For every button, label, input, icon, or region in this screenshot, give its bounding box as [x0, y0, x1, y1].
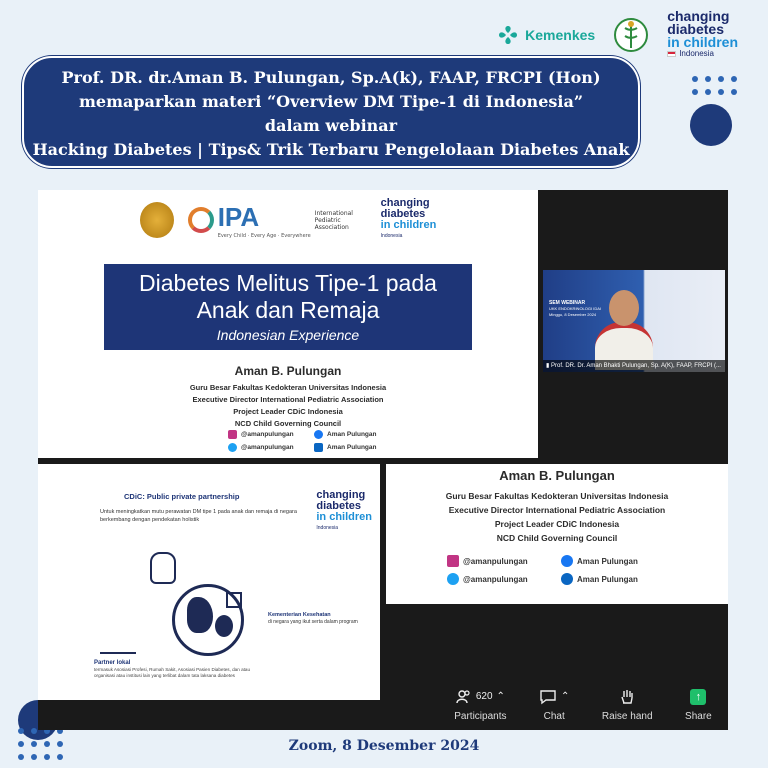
slide2-kemenkes-desc: di negara yang ikut serta dalam program: [268, 619, 358, 625]
slide1-cdic-line3: in children: [380, 219, 437, 231]
kemenkes-icon: [497, 24, 519, 46]
social-handle: Aman Pulungan: [327, 431, 377, 438]
chevron-up-icon[interactable]: ⌃: [561, 691, 570, 702]
social-twitter: [447, 573, 557, 585]
slide1-logos: [38, 198, 538, 242]
banner-line-4: Hacking Diabetes | Tips& Trik Terbaru Pengelolaan Diabetes Anak: [32, 140, 630, 159]
virtual-background-text: [549, 300, 601, 318]
slide1-role: Guru Besar Fakultas Kedokteran Universitas Indonesia: [189, 383, 387, 392]
slide2-cdic-line1: changing: [316, 489, 366, 501]
social-handle: @amanpulungan: [463, 556, 528, 566]
banner-line-3: dalam webinar: [264, 116, 398, 135]
slide3-socials: [447, 555, 667, 585]
slide1-title-box: [104, 264, 472, 350]
participant-avatar: [595, 286, 653, 366]
raise-hand-label: Raise hand: [601, 710, 653, 722]
facebook-icon: [561, 555, 573, 567]
raise-hand-icon: [619, 689, 635, 705]
slide1-title-line2: Anak dan Remaja: [196, 297, 380, 323]
slide3-role: Executive Director International Pediatric Association: [448, 505, 666, 515]
shared-slide-partnership: [38, 464, 380, 700]
social-handle: @amanpulungan: [241, 431, 294, 438]
indonesia-flag-icon: [667, 51, 676, 57]
slide1-title-line1: Diabetes Melitus Tipe-1 pada: [139, 270, 437, 296]
ipa-ring-icon: [188, 207, 214, 233]
slide1-cdic-logo: [381, 198, 437, 242]
slide1-presenter-name: Aman B. Pulungan: [234, 364, 342, 378]
slide1-cdic-line1: changing: [380, 197, 430, 209]
social-handle: @amanpulungan: [241, 444, 294, 451]
social-twitter: [228, 443, 308, 452]
decor-dots-top: [692, 76, 737, 95]
decor-circle-top: [690, 104, 732, 146]
signal-icon: ▮: [546, 363, 550, 369]
share-button[interactable]: [685, 689, 712, 722]
vbg-line1: SEM WEBINAR: [549, 300, 586, 306]
social-facebook: [314, 430, 394, 439]
cdic-line2: diabetes: [667, 21, 725, 37]
twitter-icon: [447, 573, 459, 585]
social-linkedin: [561, 573, 661, 585]
slide3-role: Project Leader CDiC Indonesia: [494, 519, 620, 529]
chat-icon: [539, 689, 557, 705]
slide3-role: Guru Besar Fakultas Kedokteran Universitas Indonesia: [445, 491, 669, 501]
raise-hand-button[interactable]: [602, 689, 653, 722]
participants-icon: [456, 689, 472, 705]
slide2-kemenkes-title: Kementerian Kesehatan: [268, 612, 331, 618]
twitter-icon: [228, 443, 237, 452]
ipa-tagline: Every Child · Every Age · Everywhere: [217, 232, 311, 239]
vbg-line2: UKK ENDOKRINOLOGI IDAI: [549, 306, 602, 311]
participant-video-tile[interactable]: [543, 270, 725, 372]
chat-button[interactable]: [539, 689, 569, 722]
slide1-socials: [228, 430, 394, 452]
slide1-cdic-country: Indonesia: [380, 233, 403, 239]
slide1-role: Project Leader CDiC Indonesia: [233, 407, 343, 416]
participants-count: 620: [475, 691, 493, 702]
social-handle: Aman Pulungan: [327, 444, 377, 451]
building-icon: [226, 592, 242, 608]
banner-line-2: memaparkan materi “Overview DM Tipe-1 di Indonesia”: [78, 92, 584, 111]
vbg-line3: Minggu, 8 Desember 2024: [549, 312, 597, 317]
social-handle: @amanpulungan: [463, 574, 528, 584]
title-banner: [22, 56, 640, 168]
participant-head: [609, 290, 639, 326]
slide2-partner-desc: termasuk Asosiasi Profesi, Rumah Sakit, Asosiasi Pasien Diabetes, dan atau organisasi atau institusi lain yang terlibat dalam tata laksana diabetes: [94, 666, 251, 678]
kemenkes-text: Kemenkes: [525, 26, 596, 43]
cdic-country: [667, 49, 738, 59]
zoom-toolbar: [438, 680, 728, 730]
zoom-window: [38, 190, 728, 730]
slide3-role: NCD Child Governing Council: [496, 533, 618, 543]
social-instagram: [228, 430, 308, 439]
people-icon: [100, 630, 136, 654]
chevron-up-icon[interactable]: ⌃: [496, 691, 505, 702]
slide2-cdic-line3: in children: [316, 511, 372, 523]
social-handle: Aman Pulungan: [577, 556, 638, 566]
chat-label: Chat: [543, 710, 565, 722]
slide1-subtitle: Indonesian Experience: [216, 327, 360, 343]
social-facebook: [561, 555, 661, 567]
slide1-presenter: [38, 364, 538, 430]
slide3-presenter: [386, 468, 728, 545]
slide2-cdic-logo: [316, 490, 372, 534]
shared-slide-profile: [386, 464, 728, 604]
idai-crest-icon: [613, 14, 649, 56]
header-logos: [497, 10, 738, 59]
ipa-logo: [188, 202, 367, 239]
ipa-full-name: International Pediatric Association: [314, 209, 353, 231]
social-instagram: [447, 555, 557, 567]
participants-label: Participants: [454, 710, 507, 722]
facebook-icon: [314, 430, 323, 439]
share-label: Share: [685, 710, 712, 722]
social-handle: Aman Pulungan: [577, 574, 638, 584]
slide2-title: CDiC: Public private partnership: [124, 492, 240, 501]
slide3-presenter-name: Aman B. Pulungan: [499, 468, 615, 483]
share-icon: ↑: [690, 689, 706, 705]
cdic-line1: changing: [667, 8, 730, 24]
slide2-kemenkes: [268, 612, 358, 626]
instagram-icon: [228, 430, 237, 439]
participants-button[interactable]: [454, 689, 506, 722]
participant-name-label: [543, 360, 725, 372]
slide2-cdic-line2: diabetes: [316, 500, 362, 512]
kemenkes-logo: [497, 24, 595, 46]
slide2-cdic-country: Indonesia: [316, 525, 339, 531]
instagram-icon: [447, 555, 459, 567]
hand-icon: [150, 552, 176, 584]
university-seal-icon: [140, 202, 174, 238]
cdic-line3: in children: [667, 34, 738, 50]
caption: Zoom, 8 Desember 2024: [288, 738, 480, 754]
banner-line-1: Prof. DR. dr.Aman B. Pulungan, Sp.A(k), FAAP, FRCPI (Hon): [61, 68, 601, 87]
social-linkedin: [314, 443, 394, 452]
ipa-name: IPA: [217, 201, 260, 232]
linkedin-icon: [314, 443, 323, 452]
slide2-partner: [94, 660, 264, 680]
linkedin-icon: [561, 573, 573, 585]
shared-slide-title: [38, 190, 538, 458]
cdic-country-text: Indonesia: [679, 49, 714, 58]
participant-name: Prof. DR. Dr. Aman Bhakti Pulungan, Sp. A(K), FAAP, FRCPI (...: [550, 363, 721, 369]
slide1-role: Executive Director International Pediatric Association: [192, 395, 384, 404]
slide1-role: NCD Child Governing Council: [234, 419, 342, 428]
slide2-partner-title: Partner lokal: [94, 660, 131, 666]
slide2-description: Untuk meningkatkan mutu perawatan DM tipe 1 pada anak dan remaja di negara berkembang dengan pendekatan holistik: [100, 509, 297, 523]
cdic-logo: [667, 10, 738, 59]
slide1-cdic-line2: diabetes: [380, 208, 426, 220]
